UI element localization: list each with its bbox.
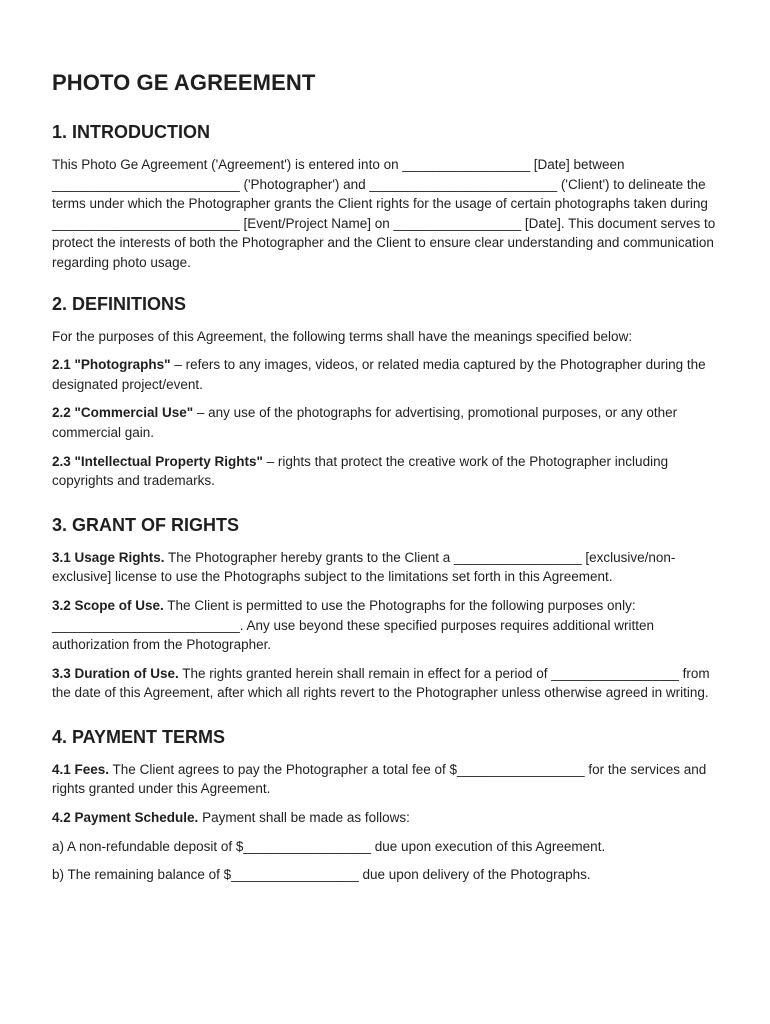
section-heading: 4. PAYMENT TERMS (52, 726, 226, 747)
definition-term: 2.1 "Photographs" (52, 357, 171, 373)
clause (52, 664, 720, 703)
section-heading: 3. GRANT OF RIGHTS (52, 514, 240, 535)
definition-item (52, 355, 720, 394)
definitions-intro: For the purposes of this Agreement, the following terms shall have the meanings specified below: (52, 328, 633, 344)
introduction-paragraph: This Photo Ge Agreement ('Agreement') is entered into on _________________ [Date] between _________________________ ('Photographer') and _________________________ ('Client') to delineate the terms under which the Photographer grants the Client rights for the usage of certain photographs taken during _________________________ [Event/Project Name] on _________________ [Date]. This document serves to protect the interests of both the Photographer and the Client to ensure clear understanding and communication regarding photo usage. (52, 157, 716, 270)
clause (52, 808, 720, 828)
definition-item (52, 403, 720, 442)
definition-term: 2.3 "Intellectual Property Rights" (52, 453, 263, 469)
payment-schedule-item: b) The remaining balance of $_________________ due upon delivery of the Photographs. (52, 867, 591, 883)
section-grant-of-rights (52, 515, 720, 703)
definition-item (52, 452, 720, 491)
definition-text: – rights that protect the creative work of the Photographer including copyrights and trademarks. (52, 453, 669, 489)
clause (52, 760, 720, 799)
clause-term: 3.2 Scope of Use. (52, 597, 164, 613)
clause-text: The Client agrees to pay the Photographer a total fee of $_________________ for the services and rights granted under this Agreement. (52, 761, 707, 797)
section-introduction (52, 122, 720, 273)
section-heading: 2. DEFINITIONS (52, 293, 187, 314)
document-title: PHOTO GE AGREEMENT (52, 70, 316, 95)
payment-schedule-item: a) A non-refundable deposit of $_________________ due upon execution of this Agreement. (52, 838, 606, 854)
clause-term: 4.1 Fees. (52, 761, 110, 777)
section-heading: 1. INTRODUCTION (52, 122, 211, 142)
clause-term: 3.3 Duration of Use. (52, 665, 179, 681)
definition-text: – refers to any images, videos, or related media captured by the Photographer during the designated project/event. (52, 357, 706, 392)
definition-term: 2.2 "Commercial Use" (52, 405, 194, 421)
clause (52, 548, 720, 587)
clause-text: Payment shall be made as follows: (198, 810, 410, 826)
clause-term: 3.1 Usage Rights. (52, 549, 165, 565)
clause-text: The rights granted herein shall remain in effect for a period of _________________ from the date of this Agreement, after which all rights revert to the Photographer unless otherwise agreed in writing. (52, 665, 710, 701)
definition-text: – any use of the photographs for advertising, promotional purposes, or any other commercial gain. (52, 405, 678, 440)
clause-term: 4.2 Payment Schedule. (52, 810, 199, 826)
section-definitions (52, 294, 720, 491)
clause (52, 596, 720, 655)
section-payment-terms (52, 727, 720, 885)
clause-text: The Photographer hereby grants to the Client a _________________ [exclusive/non-exclusive] license to use the Photographs subject to the limitations set forth in this Agreement. (52, 549, 676, 585)
clause-text: The Client is permitted to use the Photographs for the following purposes only: _________________________. Any use beyond these specified purposes requires additional written authorization from the Photographer. (52, 597, 654, 653)
